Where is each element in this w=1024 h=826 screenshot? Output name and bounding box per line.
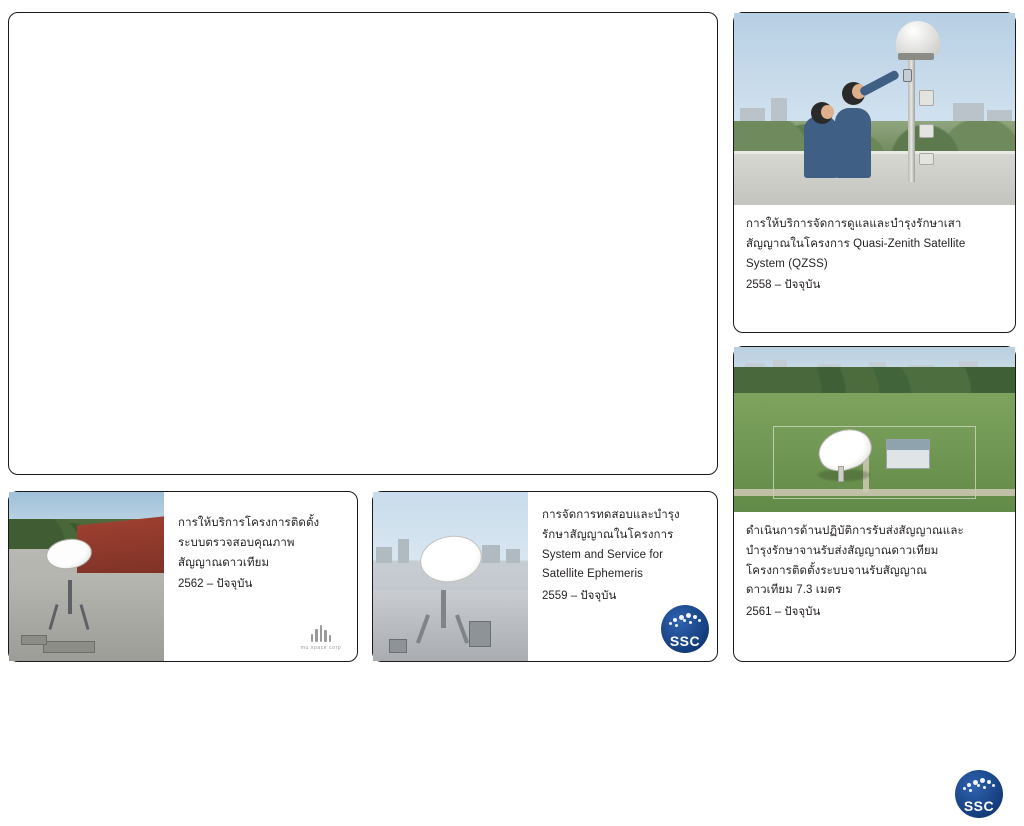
empty-content-panel (8, 12, 718, 475)
caption-line: บำรุงรักษาจานรับส่งสัญญาณดาวเทียม (746, 544, 939, 557)
caption-line: รักษาสัญญาณในโครงการ (542, 528, 674, 541)
caption-line: การให้บริการจัดการดูแลและบำรุงรักษาเสา (746, 218, 962, 230)
technician-left (804, 116, 838, 178)
card-73m-caption (746, 522, 1003, 601)
ssc-logo (661, 605, 709, 653)
caption-line: Satellite Ephemeris (542, 568, 643, 581)
mu-logo-text: mu space corp (300, 645, 342, 651)
caption-line: ระบบตรวจสอบคุณภาพ (178, 536, 295, 549)
rooftop-deck (734, 151, 1015, 205)
technician-left-face (821, 105, 834, 119)
dish-mast (68, 580, 72, 614)
control-building (886, 439, 930, 469)
antenna-radome (896, 21, 940, 55)
access-road (734, 489, 1015, 496)
caption-line: System and Service for (542, 548, 664, 561)
ssc-logo-text: SSC (963, 798, 995, 814)
photo-aerial-dish-compound (734, 347, 1015, 512)
ssc-logo (955, 770, 1003, 818)
caption-line: การให้บริการโครงการติดตั้ง (178, 517, 320, 529)
equipment-cabinet (469, 621, 491, 647)
technician-right (835, 108, 871, 178)
ballast-base (43, 641, 95, 653)
card-73m-years: 2561 – ปัจจุบัน (746, 606, 821, 619)
empty-content-area (9, 13, 717, 474)
card-install-years: 2562 – ปัจจุบัน (178, 578, 253, 591)
card-install-text (164, 492, 357, 661)
ssc-logo-dots (661, 607, 709, 633)
photo-qzss-antenna-maintenance (734, 13, 1015, 205)
dish-pedestal (838, 466, 844, 482)
ssc-logo-text: SSC (669, 633, 701, 649)
photo-white-rooftop-dish (373, 492, 528, 661)
card-signal-quality-install[interactable] (8, 491, 358, 662)
caption-line: สัญญาณในโครงการ Quasi-Zenith Satellite (746, 237, 966, 250)
equipment-box (21, 635, 47, 645)
caption-line: ดำเนินการด้านปฏิบัติการรับส่งสัญญาณและ (746, 525, 964, 537)
card-73m-text (734, 512, 1015, 826)
card-satellite-dish-73m[interactable] (733, 346, 1016, 814)
card-ephemeris-caption (542, 506, 707, 585)
card-install-caption (178, 514, 347, 573)
mu-logo-bars (293, 625, 349, 642)
caption-line: สัญญาณดาวเทียม (178, 556, 270, 569)
equipment-box (389, 639, 407, 653)
caption-line: โครงการติดตั้งระบบจานรับสัญญาณ (746, 564, 928, 577)
card-qzss[interactable] (733, 12, 1016, 333)
radome-base (898, 53, 934, 60)
handheld-phone (903, 69, 912, 82)
perimeter-fence (773, 426, 975, 499)
card-satellite-ephemeris[interactable] (372, 491, 718, 662)
treeline (734, 367, 1015, 393)
card-ephemeris-text (528, 492, 717, 661)
card-qzss-caption (746, 215, 1003, 274)
caption-line: ดาวเทียม 7.3 เมตร (746, 584, 842, 597)
card-ephemeris-years: 2559 – ปัจจุบัน (542, 590, 617, 603)
caption-line: System (QZSS) (746, 257, 828, 270)
mu-space-corp-logo (293, 625, 349, 651)
ssc-logo-dots (955, 772, 1003, 798)
photo-rooftop-dish-red-roof (9, 492, 164, 661)
card-qzss-years: 2558 – ปัจจุบัน (746, 279, 821, 292)
dish-mast (441, 590, 446, 628)
caption-line: การจัดการทดสอบและบำรุง (542, 509, 680, 521)
